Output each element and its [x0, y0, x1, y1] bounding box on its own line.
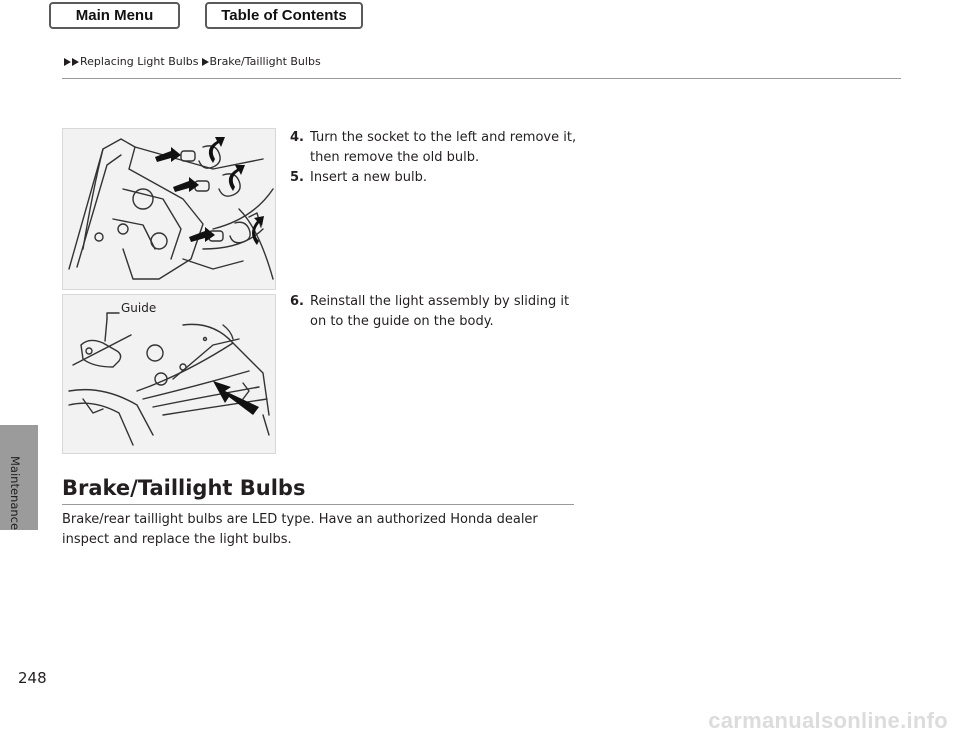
breadcrumb-item-brake-taillight-bulbs[interactable]: Brake/Taillight Bulbs	[209, 55, 321, 68]
step-6	[290, 292, 590, 332]
step-text: Reinstall the light assembly by sliding it on to the guide on the body.	[310, 294, 570, 329]
step-5	[290, 168, 590, 188]
step-text: Turn the socket to the left and remove it, then remove the old bulb.	[310, 130, 577, 165]
section-body-text: Brake/rear taillight bulbs are LED type. Have an authorized Honda dealer inspect and replace the light bulbs.	[62, 512, 538, 547]
section-side-label: Maintenance	[8, 456, 22, 531]
breadcrumb	[64, 55, 324, 68]
step-4	[290, 128, 590, 168]
step-number: 6.	[290, 294, 304, 309]
breadcrumb-arrow-icon	[72, 58, 79, 66]
table-of-contents-button[interactable]: Table of Contents	[205, 2, 363, 29]
main-menu-button[interactable]: Main Menu	[49, 2, 180, 29]
step-text: Insert a new bulb.	[310, 170, 428, 185]
breadcrumb-arrow-icon	[64, 58, 71, 66]
breadcrumb-arrow-icon	[202, 58, 209, 66]
socket-removal-drawing	[63, 129, 275, 289]
header-divider	[62, 78, 901, 79]
reinstall-light-illustration	[62, 294, 276, 454]
steps-socket-removal	[290, 128, 590, 188]
reinstall-light-drawing	[63, 295, 275, 453]
section-divider	[62, 504, 574, 505]
step-number: 4.	[290, 130, 304, 145]
guide-callout-label: Guide	[121, 301, 157, 315]
section-heading: Brake/Taillight Bulbs	[62, 476, 306, 500]
page-number: 248	[18, 669, 47, 687]
watermark-text: carmanualsonline.info	[708, 708, 948, 733]
breadcrumb-item-replacing-light-bulbs[interactable]: Replacing Light Bulbs	[80, 55, 199, 68]
steps-reinstall	[290, 292, 590, 332]
step-number: 5.	[290, 170, 304, 185]
socket-removal-illustration	[62, 128, 276, 290]
